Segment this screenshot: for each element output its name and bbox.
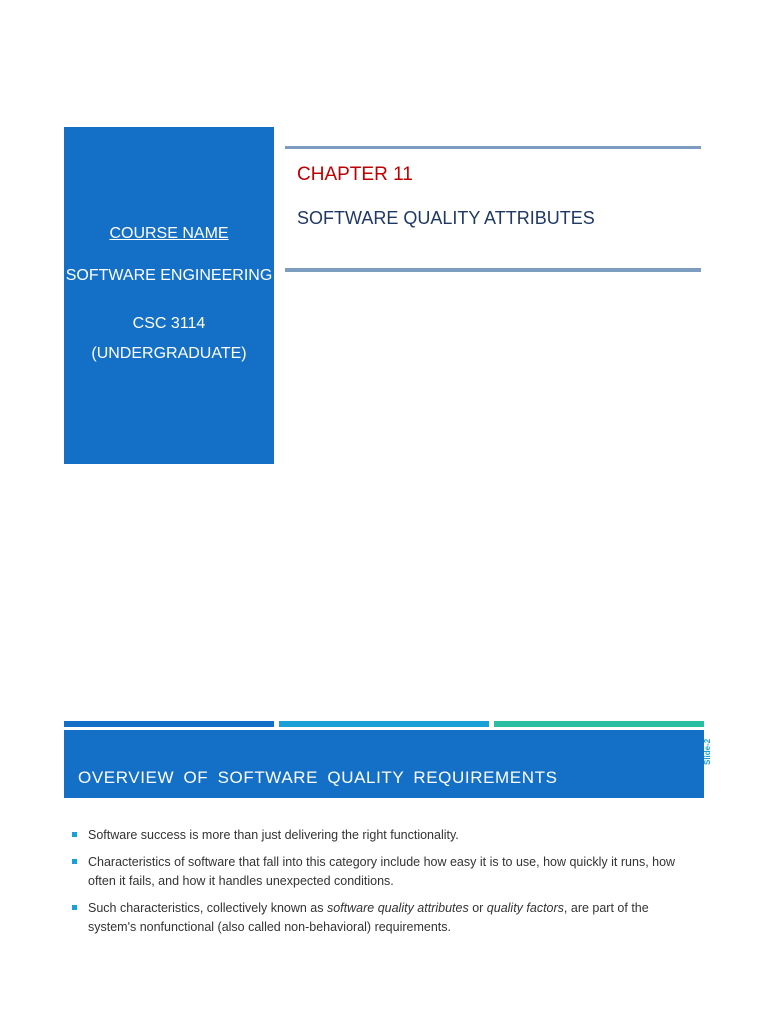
course-info-panel [64,127,274,464]
header-stripe-light-blue [279,721,489,727]
square-bullet-icon [72,859,77,864]
term-software-quality-attributes: software quality attributes [326,901,469,915]
bullet-text-mid: or [468,901,487,915]
course-code: CSC 3114 [132,315,206,332]
title-rule-bottom [285,268,701,272]
bullet-text-pre: Such characteristics, collectively known as [88,901,327,915]
course-name-label: COURSE NAME [109,225,229,242]
square-bullet-icon [72,832,77,837]
slide2-title: OVERVIEW OF SOFTWARE QUALITY REQUIREMENTS [78,768,558,787]
bullet-list [70,826,700,945]
bullet-text-post: , are part of the system's nonfunctional (also called non-behavioral) requirements. [88,901,649,934]
list-item [70,853,700,891]
slide-number: Slide-2 [703,738,712,766]
course-level: (UNDERGRADUATE) [91,345,247,362]
bullet-text: Characteristics of software that fall into this category include how easy it is to use, how quickly it runs, how often it fails, and how it handles unexpected conditions. [88,855,676,888]
chapter-title: SOFTWARE QUALITY ATTRIBUTES [297,208,595,228]
course-title: SOFTWARE ENGINEERING [65,267,273,284]
chapter-number: CHAPTER 11 [297,164,413,185]
slide2-title-band [64,730,704,798]
header-stripe-blue [64,721,274,727]
title-rule-top [285,146,701,149]
bullet-text: Software success is more than just delivering the right functionality. [88,828,459,842]
square-bullet-icon [72,905,77,910]
list-item [70,899,700,937]
header-stripe-teal [494,721,704,727]
term-quality-factors: quality factors [486,901,564,915]
list-item [70,826,700,845]
